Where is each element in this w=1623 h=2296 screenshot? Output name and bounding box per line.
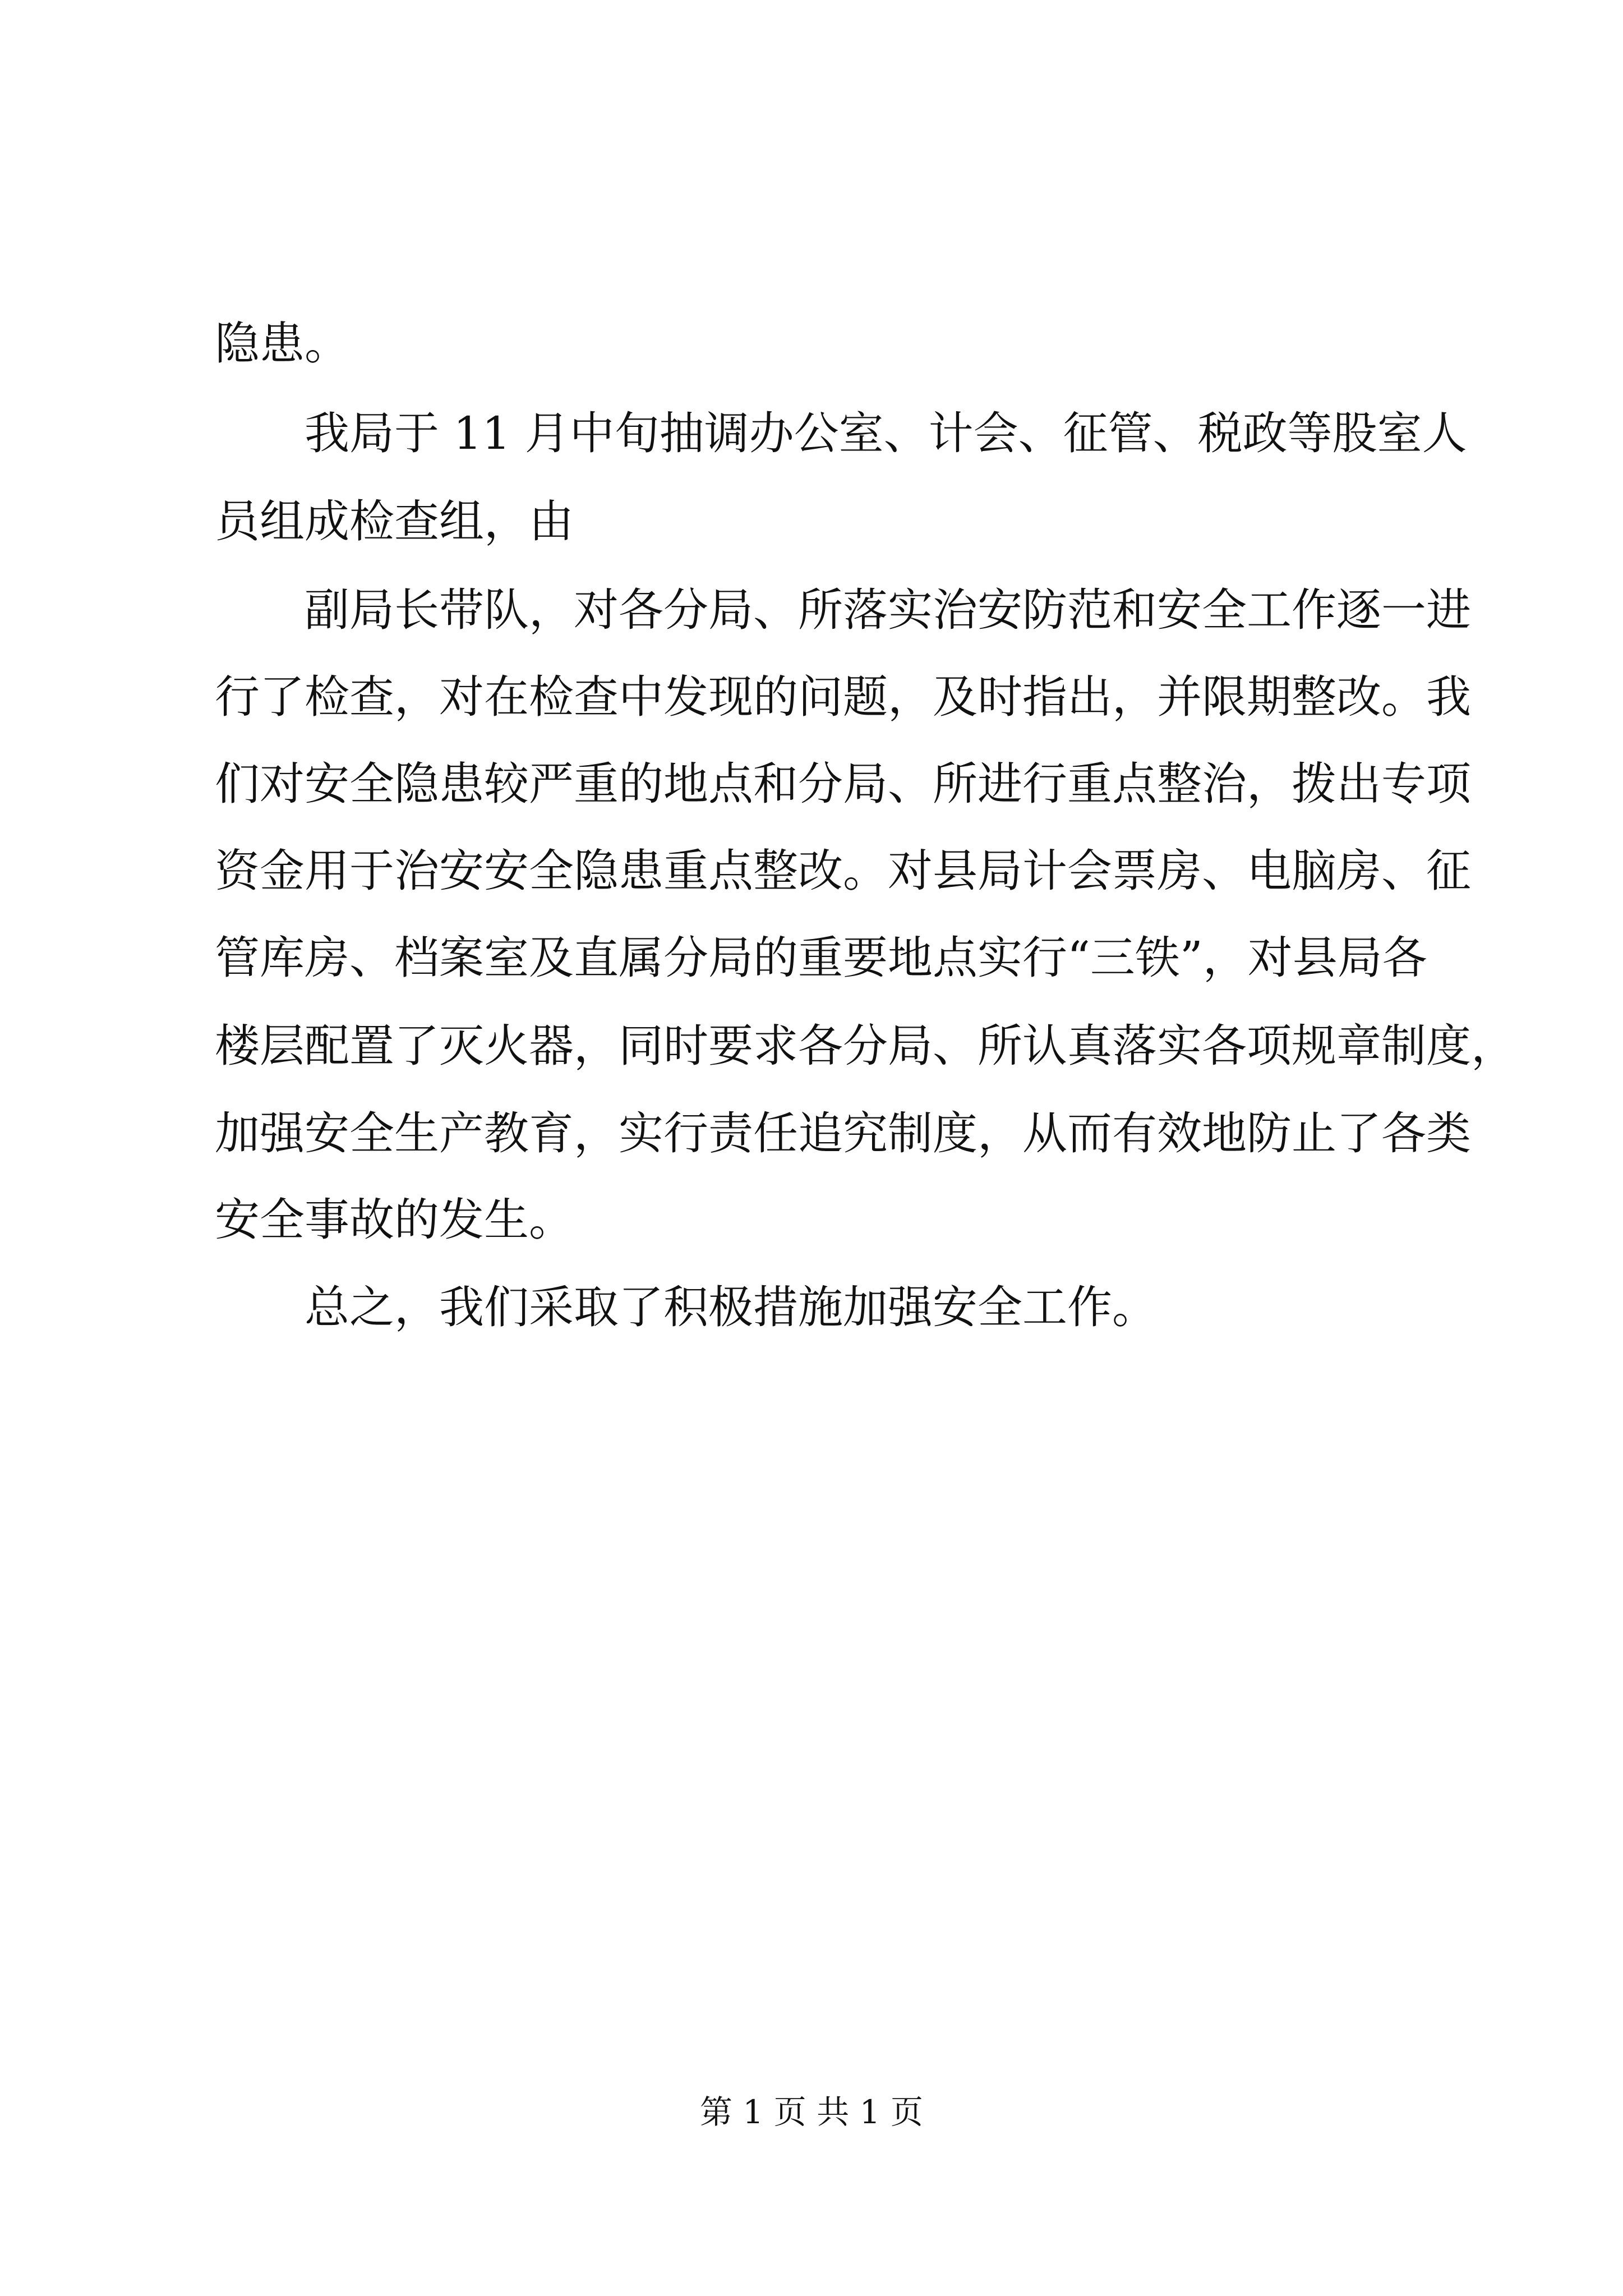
text-line: 副局长带队，对各分局、所落实治安防范和安全工作逐一进 [305, 584, 1471, 636]
page-number-footer: 第 1 页 共 1 页 [700, 2093, 923, 2131]
text-line: 管库房、档案室及直属分局的重要地点实行“三铁”，对县局各 [215, 932, 1427, 984]
text-line: 们对安全隐患较严重的地点和分局、所进行重点整治，拨出专项 [215, 758, 1471, 810]
text-line: 员组成检查组，由 [215, 495, 574, 547]
text-line: 行了检查，对在检查中发现的问题，及时指出，并限期整改。我 [215, 671, 1471, 723]
text-line: 我局于 11 月中旬抽调办公室、计会、征管、税政等股室人 [305, 407, 1467, 459]
text-line: 楼层配置了灭火器，同时要求各分局、所认真落实各项规章制度， [215, 1020, 1516, 1072]
text-line: 总之，我们采取了积极措施加强安全工作。 [305, 1281, 1157, 1333]
text-line: 加强安全生产教育，实行责任追究制度，从而有效地防止了各类 [215, 1107, 1471, 1159]
text-line: 安全事故的发生。 [215, 1194, 574, 1246]
text-line: 隐患。 [215, 318, 349, 370]
text-line: 资金用于治安安全隐患重点整改。对县局计会票房、电脑房、征 [215, 845, 1471, 897]
